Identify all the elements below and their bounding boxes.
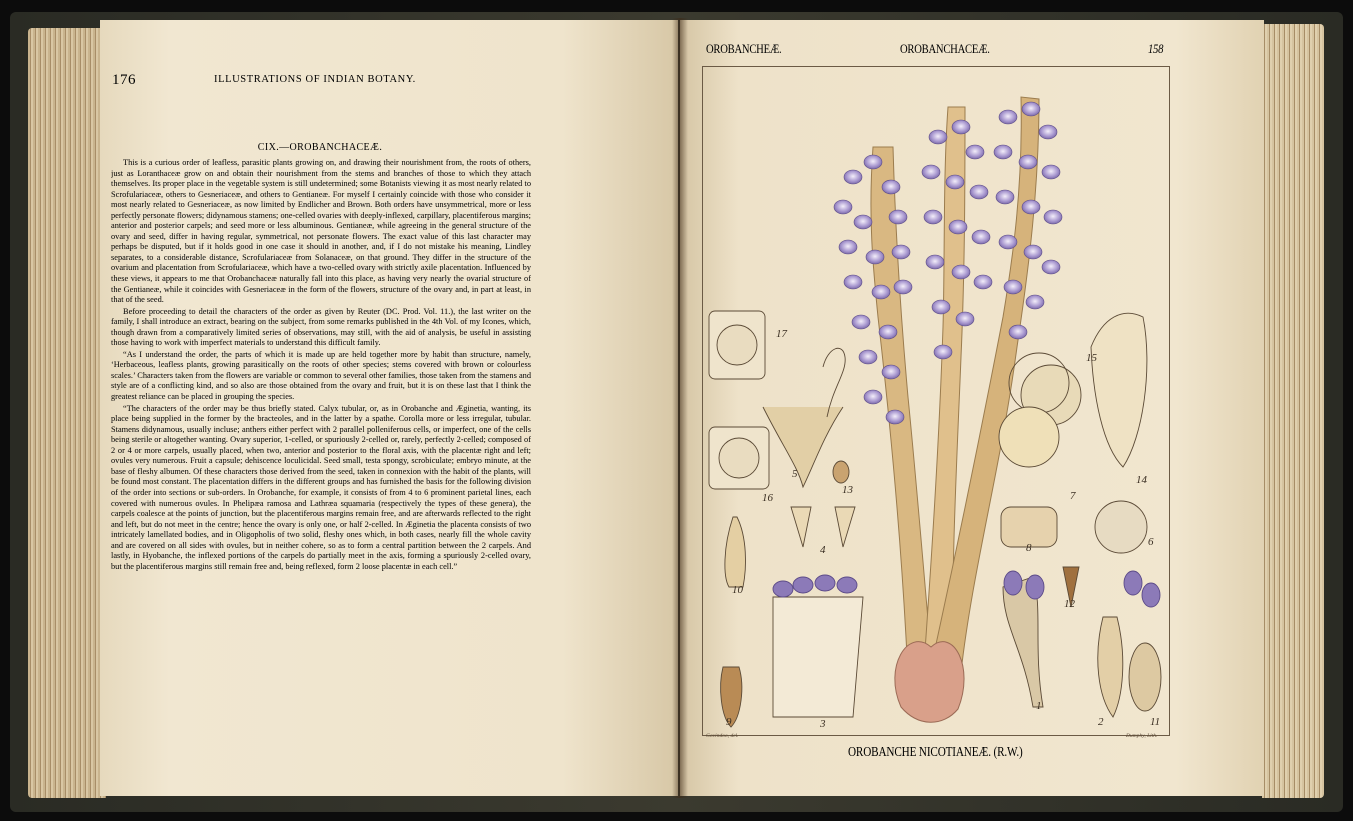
figure-number: 4 bbox=[820, 544, 826, 556]
figure-number: 14 bbox=[1136, 474, 1147, 486]
page-number: 176 bbox=[112, 72, 136, 88]
botanical-illustration bbox=[703, 67, 1167, 733]
figure-number: 8 bbox=[1026, 542, 1032, 554]
page-edges-right bbox=[1262, 24, 1324, 798]
figure-number: 7 bbox=[1070, 490, 1076, 502]
plate-header-left: OROBANCHEÆ. bbox=[706, 42, 782, 56]
plate-caption: OROBANCHE NICOTIANEÆ. (R.W.) bbox=[848, 745, 1023, 760]
artist-credit: Govindoo, del. bbox=[706, 733, 739, 739]
book-gutter bbox=[672, 18, 688, 798]
figure-number: 16 bbox=[762, 492, 773, 504]
left-running-head bbox=[112, 72, 532, 89]
figure-number: 9 bbox=[726, 716, 732, 728]
running-title: ILLUSTRATIONS OF INDIAN BOTANY. bbox=[214, 74, 416, 85]
figure-number: 3 bbox=[820, 718, 826, 730]
figure-number: 10 bbox=[732, 584, 743, 596]
plate-header-center: OROBANCHACEÆ. bbox=[900, 42, 990, 56]
paragraph: “As I understand the order, the parts of which it is made up are held together more by habit than structure, namely, ‘Herbaceous, leafless plants, growing parasitically on the roots of other species; stems covered with brown or colourless scales.’ Characters taken from the flowers are variable or common to several other families, those taken from the stamens and style are of a conflicting kind, and so also are those obtained from the ovary and fruit, but it is on these last that I think the greatest reliance can be placed in grouping the species. bbox=[111, 349, 531, 402]
figure-number: 5 bbox=[792, 468, 798, 480]
plate-number: 158 bbox=[1148, 42, 1164, 56]
section-title: CIX.—OROBANCHACEÆ. bbox=[257, 142, 383, 153]
paragraph: Before proceeding to detail the characters of the order as given by Reuter (DC. Prod. Vol. 11.), the last writer on the family, I shall introduce an extract, bearing on the subject, from some remarks published in the 4th Vol. of my Icones, which, though drawn from a comparatively limited series of observations, may still, with the aid of analysis, be useful in assisting those having to work with imperfect materials to understand this difficult family. bbox=[111, 306, 531, 348]
paragraph: “The characters of the order may be thus briefly stated. Calyx tubular, or, as in Orobanche and Æginetia, wanting, its place being supplied in the former by the bracteoles, and in the latter by a spathe. Corolla more or less irregular, tubular. Stamens didynamous, usually incluse; anthers either perfect with 2 parallel polleniferous cells, or imperfect, one of the cells being sterile or altogether wanting. Ovary superior, 1-celled, or spuriously 2-celled or, rarely, perfectly 2-celled; composed of 2 or 4 or more carpels, usually placed, when two, anterior and posterior to the floral axis, with the placentæ right and left; ovules very numerous. Fruit a capsule; dehiscence loculicidal. Seed small, testa spongy, scrobiculate; embryo minute, at the base of fleshy albumen. Of these characters those derived from the seed, taken in connexion with the habit of the plants, will be found most constant. The placentation differs in the different groups and has furnished the basis for the following division of the order into sections or sub-orders. In Orobanche, for example, it consists of from 4 to 6 prominent parietal lines, each covered with numerous ovules. In Phelipæa ramosa and Lathræa squamaria (respectively the types of these genera), the carpels coalesce at the points of junction, but the placentiferous margins remain free, and are afterwards reflected to the right and left, but do not meet in the centre; hence the ovary is only one, or half 2-celled. In Æginetia the placenta consists of two intricately lamellated bodies, and in Oligopholis of two solid, fleshy ones which, in both cases, nearly fill the whole cavity and are covered on all sides with ovules, but in neither cohere, so as to form a central partition between the 2 carpels. And lastly, in Hyobanche, the inflexed portions of the carpels do partially meet in the axis, forming a spuriously 2-celled ovary, but the placentiferous margins still remain free and, being reflexed, form 2 loose placentæ in each cell.” bbox=[111, 403, 531, 571]
figure-number: 15 bbox=[1086, 352, 1097, 364]
figure-number: 1 bbox=[1036, 700, 1042, 712]
figure-number: 11 bbox=[1150, 716, 1161, 728]
figure-number: 2 bbox=[1098, 716, 1104, 728]
figure-number: 6 bbox=[1148, 536, 1154, 548]
paragraph: This is a curious order of leafless, parasitic plants growing on, and drawing their nourishment from, the roots of others, just as Loranthaceæ grow on and obtain their nourishment from the stems and branches of those to which they attach themselves. Its proper place in the vegetable system is still undetermined; some Botanists viewing it as most nearly related to Scrofulariaceæ, others to Gesneriaceæ, and others to Gentianeæ. For myself I certainly coincide with those who consider it most nearly related to Gesneriaceæ, as now limited by Endlicher and Brown. Both orders have unsymmetrical, more or less perfectly personate flowers; didynamous stamens; one-celled ovaries with deeply-inflexed, carpillary, placentiferous margins; anterior and posterior carpels; and seed more or less albuminous. Gentianeæ, while agreeing in the general structure of the ovary and seed, differ in having regular, symmetrical, not personate flowers. The exact value of this last character may perhaps be disputed, but if it holds good in one case it should in another, and, if I do not mistake his meaning, Lindley separates, to a considerable distance, Scrofulariaceæ from Solanaceæ, on that ground. They differ in the structure of the ovarium and placentation from Scrofulariaceæ, which have a two-celled ovary with strictly axile placentation. Influenced by these views, it appears to me that Orobanchaceæ naturally fall into this place, as having very nearly the ovarial structure of the Gentianeæ, while it coincides with Gesneriaceæ in the form of the flowers, structure of the ovary and, in part at least, in that of the seed. bbox=[111, 158, 531, 305]
lithographer-credit: Dumphy, Lith. bbox=[1126, 733, 1158, 739]
body-text bbox=[111, 158, 531, 758]
figure-number: 12 bbox=[1064, 598, 1075, 610]
page-edges-left bbox=[28, 28, 106, 798]
figure-number: 13 bbox=[842, 484, 853, 496]
figure-number: 17 bbox=[776, 328, 787, 340]
